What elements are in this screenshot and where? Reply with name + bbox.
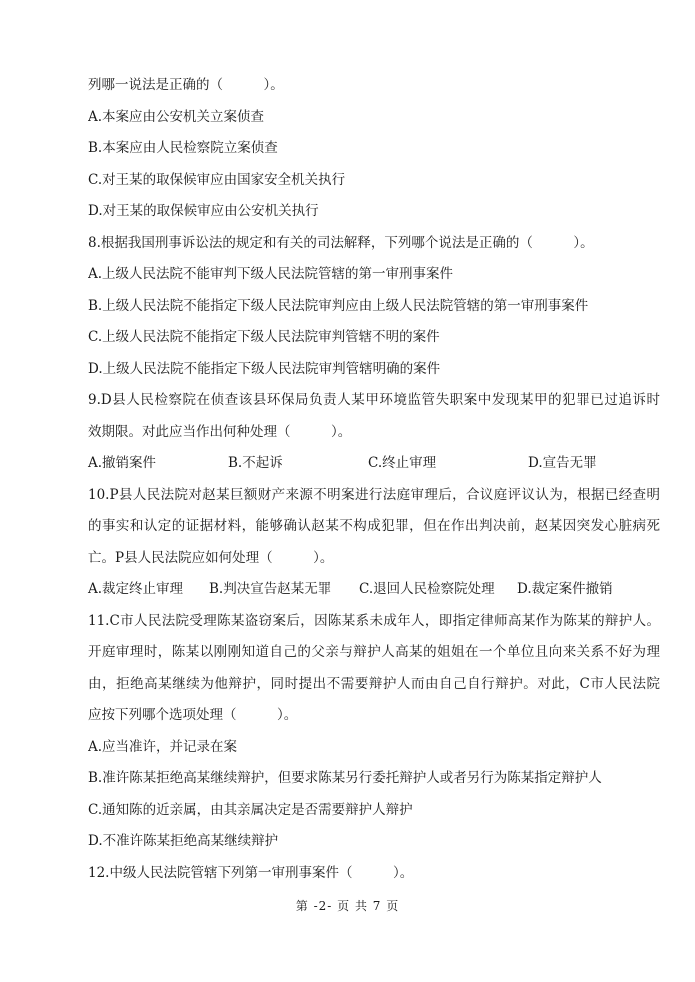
question-11-line-1: 11.C市人民法院受理陈某盗窃案后，因陈某系未成年人，即指定律师高某作为陈某的辩护人。	[88, 612, 660, 629]
question-11-line-2: 开庭审理时，陈某以刚刚知道自己的父亲与辩护人高某的姐姐在一个单位且向来关系不好为理	[88, 644, 660, 660]
q8-option-b: B.上级人民法院不能指定下级人民法院审判应由上级人民法院管辖的第一审刑事案件	[88, 297, 589, 314]
option-d: D.对王某的取保候审应由公安机关执行	[88, 203, 319, 219]
option-c: C.对王某的取保候审应由国家安全机关执行	[88, 171, 346, 188]
q9-option-c: C.终止审理	[368, 455, 437, 471]
q10-option-b: B.判决宣告赵某无罪	[209, 581, 332, 597]
document-body	[88, 70, 660, 889]
q11-option-c: C.通知陈的近亲属，由其亲属决定是否需要辩护人辩护	[88, 801, 413, 818]
question-9-line-1: 9.D县人民检察院在侦查该县环保局负责人某甲环境监管失职案中发现某甲的犯罪已过追诉时	[88, 392, 660, 408]
option-b: B.本案应由人民检察院立案侦查	[88, 140, 278, 156]
question-9-line-2: 效期限。对此应当作出何种处理（ ）。	[88, 423, 352, 440]
q10-option-c: C.退回人民检察院处理	[359, 581, 495, 597]
q8-option-d: D.上级人民法院不能指定下级人民法院审判管辖明确的案件	[88, 360, 441, 377]
q11-option-a: A.应当准许，并记录在案	[88, 738, 238, 755]
q9-option-b: B.不起诉	[228, 455, 283, 471]
q10-option-a: A.裁定终止审理	[88, 581, 184, 597]
question-11-line-3: 由，拒绝高某继续为他辩护，同时提出不需要辩护人而由自己自行辩护。对此，C市人民法院	[88, 675, 660, 692]
q11-option-b: B.准许陈某拒绝高某继续辩护，但要求陈某另行委托辩护人或者另行为陈某指定辩护人	[88, 770, 602, 786]
text-line: 列哪一说法是正确的（ ）。	[88, 77, 284, 93]
question-8: 8.根据我国刑事诉讼法的规定和有关的司法解释，下列哪个说法是正确的（ ）。	[88, 234, 594, 251]
question-12: 12.中级人民法院管辖下列第一审刑事案件（ ）。	[88, 864, 414, 881]
question-10-line-3: 亡。P县人民法院应如何处理（ ）。	[88, 549, 334, 566]
q9-option-a: A.撤销案件	[88, 455, 157, 471]
q8-option-a: A.上级人民法院不能审判下级人民法院管辖的第一审刑事案件	[88, 266, 454, 282]
q9-options	[88, 448, 660, 480]
page-footer: 第 -2- 页 共 7 页	[295, 899, 400, 913]
q10-option-d: D.裁定案件撤销	[517, 581, 613, 597]
question-10-line-2: 的事实和认定的证据材料，能够确认赵某不构成犯罪，但在作出判决前，赵某因突发心脏病死	[88, 518, 660, 534]
q11-option-d: D.不准许陈某拒绝高某继续辩护	[88, 833, 279, 849]
question-11-line-4: 应按下列哪个选项处理（ ）。	[88, 707, 298, 723]
q8-option-c: C.上级人民法院不能指定下级人民法院审判管辖不明的案件	[88, 329, 440, 345]
question-10-line-1: 10.P县人民法院对赵某巨额财产来源不明案进行法庭审理后，合议庭评议认为，根据已经查明	[88, 486, 660, 503]
q10-options	[88, 574, 660, 606]
option-a: A.本案应由公安机关立案侦查	[88, 108, 265, 125]
q9-option-d: D.宣告无罪	[528, 455, 597, 471]
